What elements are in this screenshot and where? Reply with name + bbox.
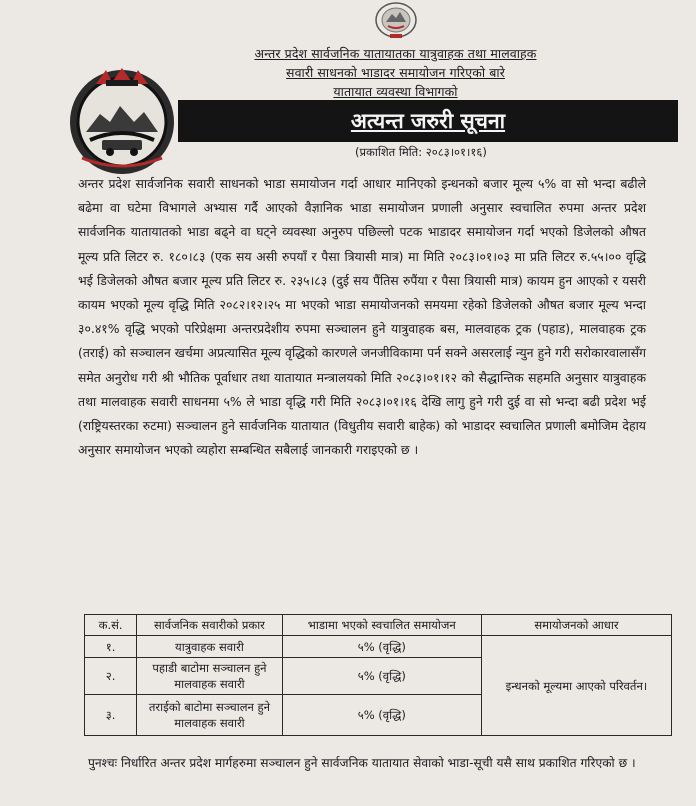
row-adjustment: ५% (वृद्धि) bbox=[282, 658, 481, 695]
header-serial: क.सं. bbox=[85, 615, 137, 636]
table-row bbox=[85, 636, 672, 658]
notice-body: अन्तर प्रदेश सार्वजनिक सवारी साधनको भाडा समायोजन गर्दा आधार मानिएको इन्धनको बजार मूल्य ५% वा सो भन्दा बढीले बढेमा वा घटेमा विभागले अभ्यास गर्दै आएको वैज्ञानिक भाडा समायोजन प्रणाली अनुसार स्वचालित रुपमा अन्तर प्रदेश सार्वजनिक यातायातको भाडा बढ्ने वा घट्ने व्यवस्था अनुरुप पछिल्लो पटक भाडादर समायोजन गर्दा भएको डिजेलको औषत मूल्य प्रति लिटर रु. १८०।८३ (एक सय असी रुपयाँ र पैसा त्रियासी मात्र) मा मिति २०८३।०१।०३ मा प्रति लिटर रु.५५।०० वृद्धि भई डिजेलको औषत बजार मूल्य प्रति लिटर रु. २३५।८३ (दुई सय पैंतिस रुपैंया र पैसा त्रियासी मात्र) कायम हुन आएको र यसरी कायम भएको मूल्य वृद्धि मिति २०८२।१२।२५ मा भएको भाडा समायोजनको समयमा रहेको डिजेलको औषत बजार मूल्य भन्दा ३०.४१% वृद्धि भएको परिप्रेक्षमा अन्तरप्रदेशीय रुपमा सञ्चालन हुने यात्रुवाहक बस, मालवाहक ट्रक (पहाड), मालवाहक ट्रक (तराई) को सञ्चालन खर्चमा अप्रत्यासित मूल्य वृद्धिको कारणले जनजीविकामा पर्न सक्ने असरलाई न्युन हुने गरी सरोकारवालासँग समेत अनुरोध गरी श्री भौतिक पूर्वाधार तथा यातायात मन्त्रालयको मिति २०८३।०१।१२ को सैद्धान्तिक सहमति अनुसार यात्रुवाहक तथा मालवाहक सवारी साधनमा ५% ले भाडा वृद्धि गरी मिति २०८३।०१।१६ देखि लागु हुने गरी दुई वा सो भन्दा बढी प्रदेश भई (राष्ट्रियस्तरका रुटमा) सञ्चालन हुने सार्वजनिक यातायात (विधुतीय सवारी बाहेक) को भाडादर स्वचालित प्रणाली बमोजिम देहाय अनुसार समायोजन भएको व्यहोरा सम्बन्धित सबैलाई जानकारी गराइएको छ । bbox=[78, 176, 646, 458]
banner-title: अत्यन्त जरुरी सूचना bbox=[350, 109, 506, 133]
header-adjustment: भाडामा भएको स्वचालित समायोजन bbox=[282, 615, 481, 636]
header-basis: समायोजनको आधार bbox=[481, 615, 671, 636]
header-line-2: सवारी साधनको भाडादर समायोजन गरिएको बारे bbox=[286, 65, 505, 80]
row-adjustment: ५% (वृद्धि) bbox=[282, 636, 481, 658]
published-date: (प्रकाशित मिति: २०८३।०१।१६) bbox=[355, 145, 487, 159]
notice-footnote: पुनश्चः निर्धारित अन्तर प्रदेश मार्गहरुमा सञ्चालन हुने सार्वजनिक यातायात सेवाको भाडा-सूची यसै साथ प्रकाशित गरिएको छ । bbox=[88, 756, 636, 770]
fare-adjustment-table bbox=[84, 614, 672, 736]
header-line-3: यातायात व्यवस्था विभागको bbox=[333, 84, 458, 99]
row-serial: १. bbox=[85, 636, 137, 658]
header-vehicle-type: सार्वजनिक सवारीको प्रकार bbox=[137, 615, 282, 636]
row-basis: इन्धनको मूल्यमा आएको परिवर्तन। bbox=[481, 636, 671, 736]
urgent-notice-banner bbox=[178, 100, 678, 142]
row-adjustment: ५% (वृद्धि) bbox=[282, 695, 481, 736]
table-header-row bbox=[85, 615, 672, 636]
row-vehicle-type: यात्रुवाहक सवारी bbox=[137, 636, 282, 658]
nepal-emblem-icon bbox=[368, 0, 424, 42]
row-vehicle-type: तराईको बाटोमा सञ्चालन हुने मालवाहक सवारी bbox=[137, 695, 282, 736]
row-serial: ३. bbox=[85, 695, 137, 736]
header-line-1: अन्तर प्रदेश सार्वजनिक यातायातका यात्रुवाहक तथा मालवाहक bbox=[254, 46, 537, 61]
row-vehicle-type: पहाडी बाटोमा सञ्चालन हुने मालवाहक सवारी bbox=[137, 658, 282, 695]
row-serial: २. bbox=[85, 658, 137, 695]
department-logo-icon bbox=[62, 66, 182, 178]
